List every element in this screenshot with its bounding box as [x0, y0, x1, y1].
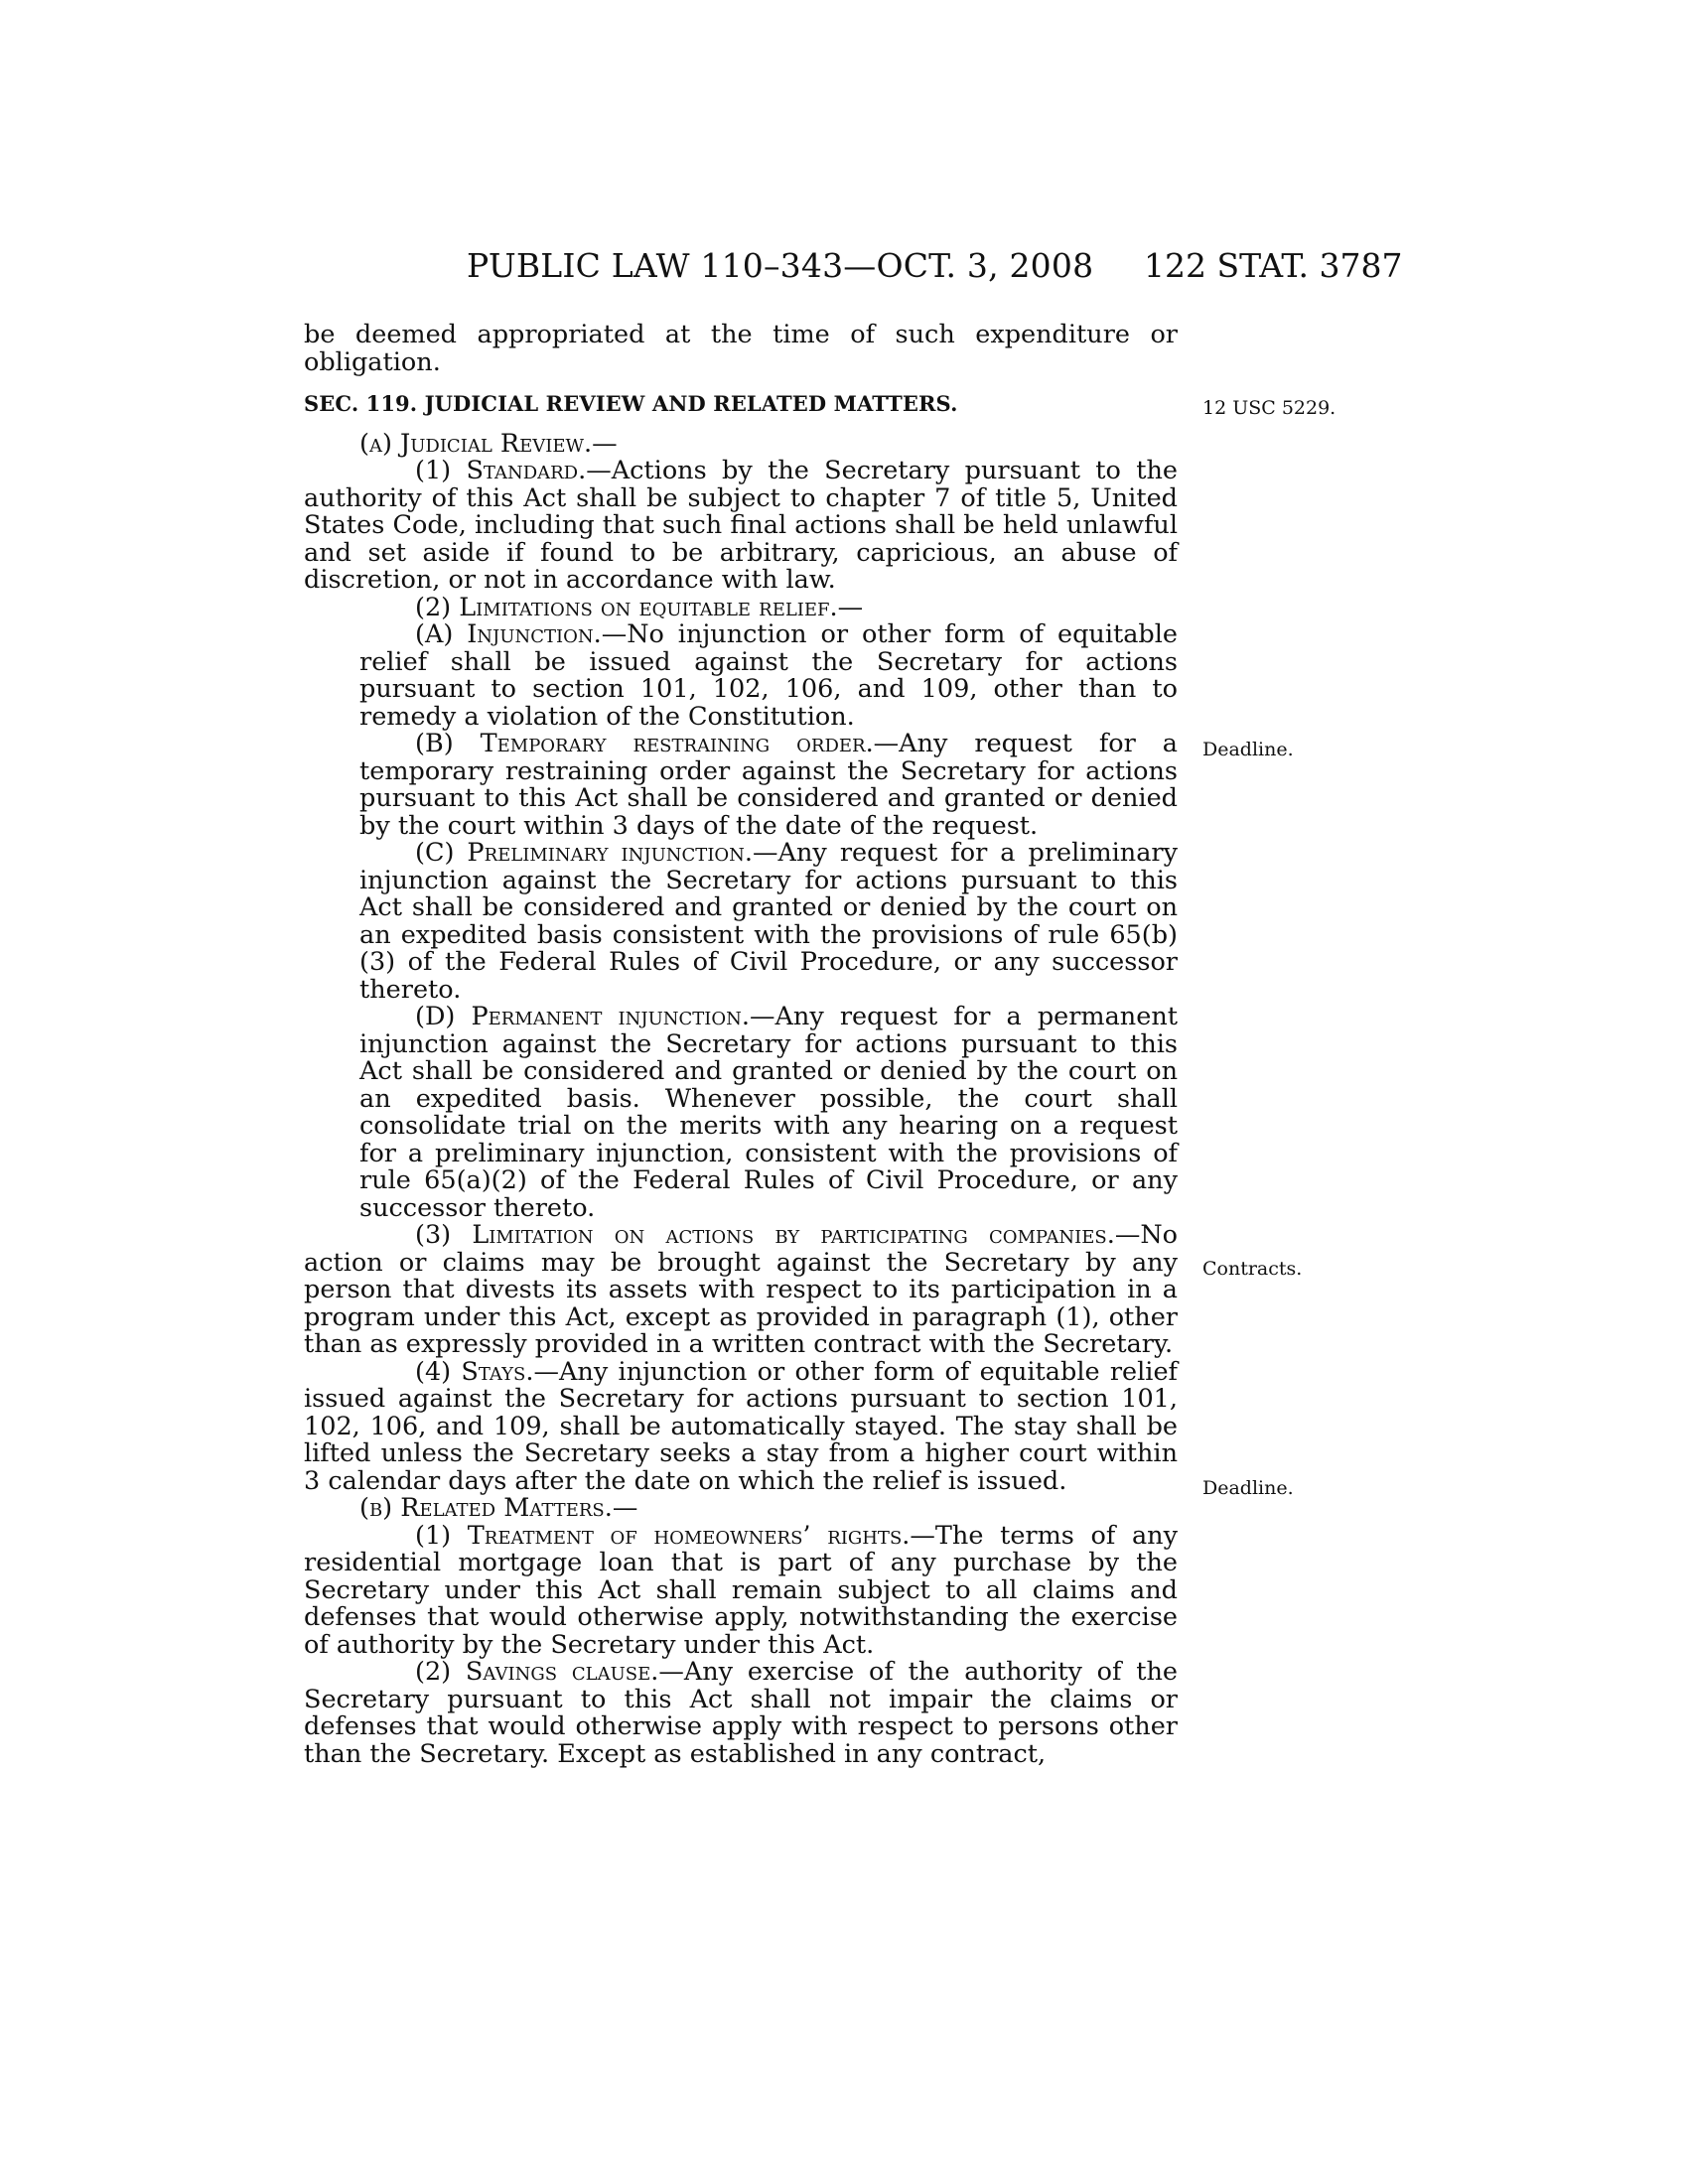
section-heading: SEC. 119. JUDICIAL REVIEW AND RELATED MATTERS. — [304, 391, 958, 416]
subparagraph-a2B-text: Any request for a temporary restraining order against the Secretary for actions pursuant to this Act shall be considered and granted or denied by the court within 3 days of the date of the request. — [359, 729, 1178, 841]
paragraph-a4 — [304, 1356, 1178, 1496]
subparagraph-a2C-label: (C) Preliminary injunction.— — [415, 838, 778, 868]
statute-body — [304, 322, 1178, 1768]
subparagraph-a2A-text: No injunction or other form of equitable relief shall be issued against the Secretary for actions pursuant to section 101, 102, 106, and 109, other than to remedy a violation of the Constitution. — [359, 619, 1178, 732]
subparagraph-a2D — [304, 1004, 1178, 1222]
margin-note-contracts: Contracts. — [1202, 1258, 1303, 1280]
subparagraph-a2C-text: Any request for a preliminary injunction against the Secretary for actions pursuant to this Act shall be considered and granted or denied by the court on an expedited basis consistent with the provisions of rule 65(b)(3) of the Federal Rules of Civil Procedure, or any successor thereto. — [359, 838, 1178, 1005]
subsection-a-label: (a) Judicial Review.— — [359, 428, 618, 459]
subsection-b-heading — [304, 1495, 1178, 1523]
paragraph-a4-label: (4) Stays.— — [415, 1356, 559, 1387]
paragraph-a2-heading — [304, 592, 1178, 622]
running-header-title: PUBLIC LAW 110–343—OCT. 3, 2008 — [467, 246, 1094, 285]
paragraph-a3-label: (3) Limitation on actions by participating companies.— — [415, 1220, 1141, 1250]
subparagraph-a2A-label: (A) Injunction.— — [415, 619, 628, 649]
subsection-a-heading — [304, 428, 1178, 459]
subparagraph-a2B — [304, 731, 1178, 840]
paragraph-a4-text: Any injunction or other form of equitable relief issued against the Secretary for actions pursuant to section 101, 102, 106, and 109, shall be automatically stayed. The stay shall be lifted unless the Secretary seeks a stay from a higher court within 3 calendar days after the date on which the relief is issued. — [304, 1356, 1178, 1496]
paragraph-a3 — [304, 1222, 1178, 1359]
subparagraph-a2D-text: Any request for a permanent injunction against the Secretary for actions pursuant to this Act shall be considered and granted or denied by the court on an expedited basis. Whenever possible, the court shall consolidate trial on the merits with any hearing on a request for a preliminary injunction, consistent with the provisions of rule 65(a)(2) of the Federal Rules of Civil Procedure, or any successor thereto. — [359, 1002, 1178, 1223]
paragraph-a3-text: No action or claims may be brought against the Secretary by any person that divests its assets with respect to its participation in a program under this Act, except as provided in paragraph (1), other than as expressly provided in a written contract with the Secretary. — [304, 1220, 1178, 1359]
paragraph-b1 — [304, 1520, 1178, 1660]
subparagraph-a2D-label: (D) Permanent injunction.— — [415, 1002, 775, 1031]
paragraph-a1-label: (1) Standard.— — [415, 456, 612, 485]
paragraph-b2-label: (2) Savings clause.— — [415, 1657, 684, 1687]
margin-note-deadline: Deadline. — [1202, 739, 1294, 760]
subparagraph-a2A — [304, 621, 1178, 731]
continued-paragraph: be deemed appropriated at the time of such expenditure or obligation. — [304, 320, 1178, 377]
page-stat-number: 122 STAT. 3787 — [1144, 246, 1403, 285]
subsection-b-label: (b) Related Matters.— — [359, 1493, 638, 1523]
subparagraph-a2C — [304, 840, 1178, 1004]
margin-note-usc: 12 USC 5229. — [1202, 397, 1336, 419]
subparagraph-a2B-label: (B) Temporary restraining order.— — [415, 729, 900, 758]
paragraph-b1-label: (1) Treatment of homeowners’ rights.— — [415, 1520, 935, 1551]
paragraph-a2-label: (2) Limitations on equitable relief.— — [415, 592, 864, 622]
margin-note-deadline: Deadline. — [1202, 1477, 1294, 1499]
paragraph-b2-text: Any exercise of the authority of the Secretary pursuant to this Act shall not impair the claims or defenses that would otherwise apply with respect to persons other than the Secretary. Except as established in any contract, — [304, 1657, 1178, 1769]
paragraph-b1-text: The terms of any residential mortgage loan that is part of any purchase by the Secretary under this Act shall remain subject to all claims and defenses that would otherwise apply, notwithstanding the exercise of authority by the Secretary under this Act. — [304, 1520, 1178, 1660]
paragraph-a1-text: Actions by the Secretary pursuant to the authority of this Act shall be subject to chapter 7 of title 5, United States Code, including that such final actions shall be held unlawful and set aside if found to be arbitrary, capricious, an abuse of discretion, or not in accordance with law. — [304, 456, 1178, 595]
paragraph-a1 — [304, 458, 1178, 595]
paragraph-b2 — [304, 1659, 1178, 1768]
